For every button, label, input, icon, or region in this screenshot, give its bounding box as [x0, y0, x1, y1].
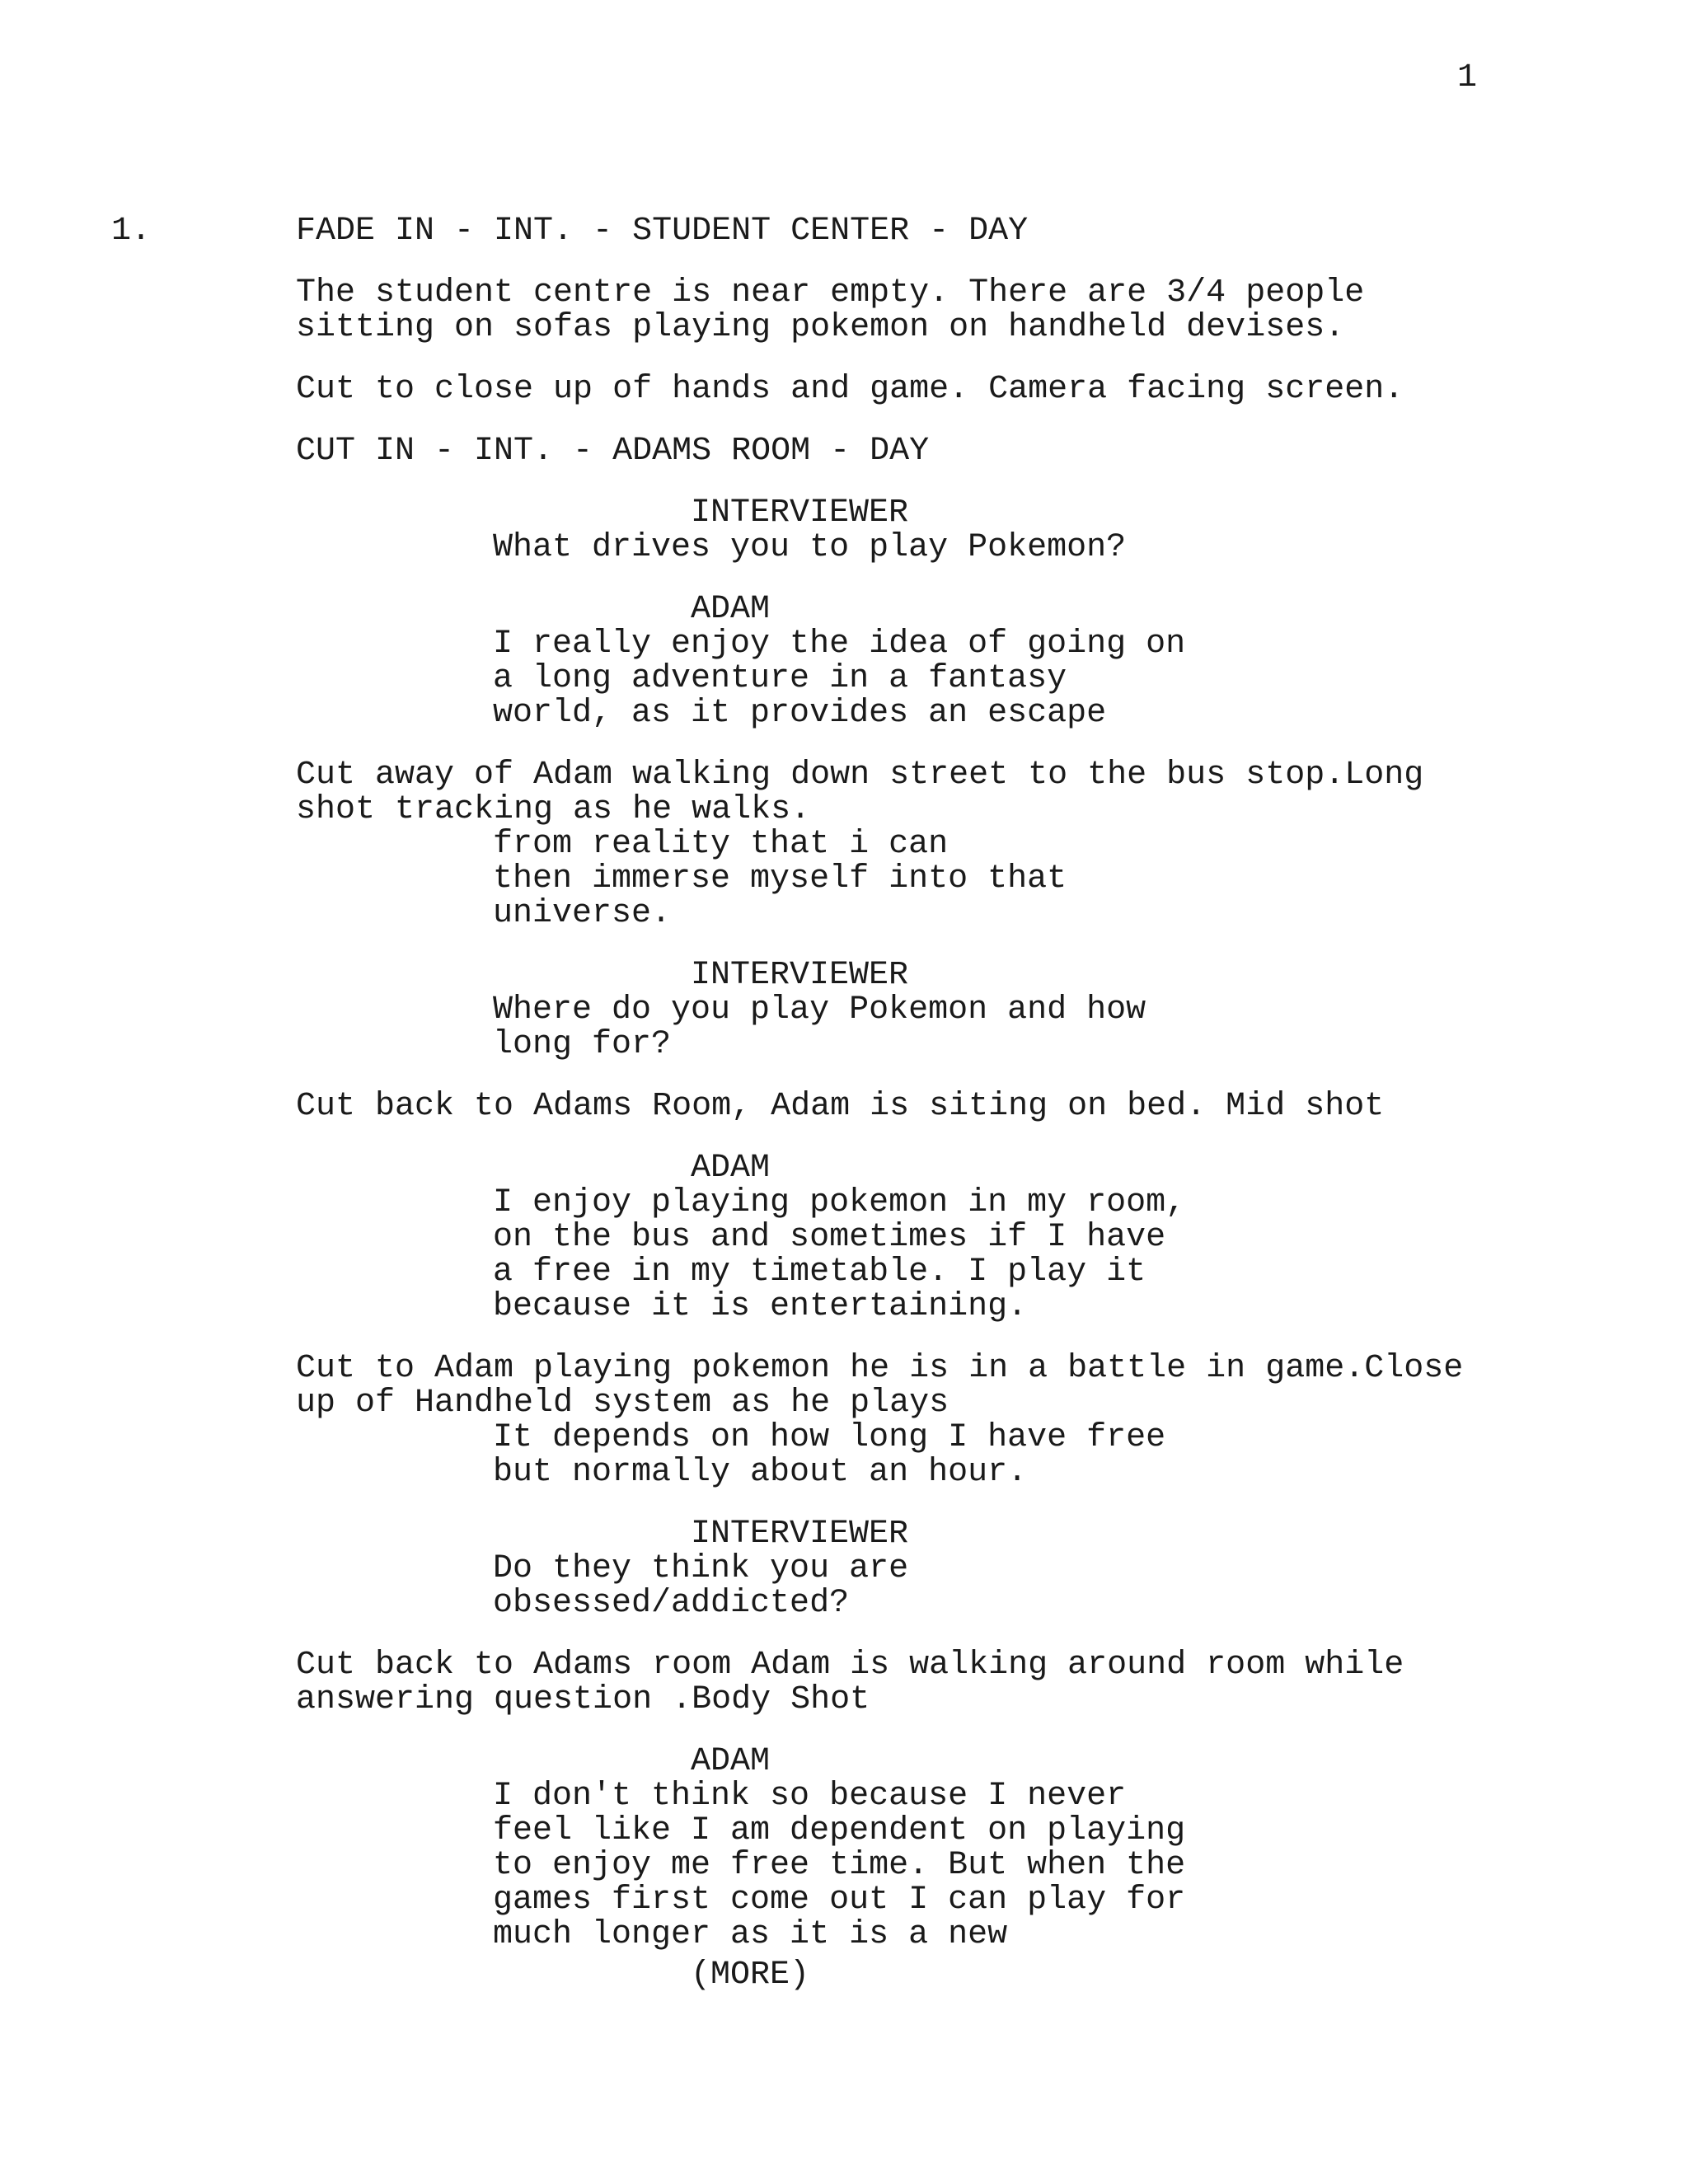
character-cue: INTERVIEWER — [691, 957, 909, 994]
dialogue-line: because it is entertaining. — [493, 1288, 1028, 1325]
character-cue: ADAM — [691, 1150, 771, 1187]
scene-heading: CUT IN - INT. - ADAMS ROOM - DAY — [296, 433, 930, 470]
dialogue-line: from reality that i can — [493, 826, 949, 863]
action-line: Cut back to Adams room Adam is walking around room while — [296, 1647, 1404, 1684]
action-line: Cut away of Adam walking down street to the bus stop.Long — [296, 757, 1424, 794]
action-line: answering question .Body Shot — [296, 1681, 870, 1718]
dialogue-line: feel like I am dependent on playing — [493, 1812, 1186, 1849]
dialogue-line: much longer as it is a new — [493, 1916, 1008, 1953]
action-line: The student centre is near empty. There are 3/4 people — [296, 274, 1365, 312]
dialogue-line: world, as it provides an escape — [493, 695, 1107, 732]
action-line: up of Handheld system as he plays — [296, 1385, 950, 1422]
scene-number: 1. — [111, 213, 152, 250]
dialogue-line: I don't think so because I never — [493, 1778, 1127, 1815]
dialogue-line: a long adventure in a fantasy — [493, 660, 1067, 697]
character-cue: ADAM — [691, 591, 771, 628]
dialogue-line: I really enjoy the idea of going on — [493, 626, 1186, 663]
dialogue-line: but normally about an hour. — [493, 1454, 1028, 1491]
dialogue-line: then immerse myself into that — [493, 860, 1067, 898]
dialogue-line: universe. — [493, 895, 672, 932]
dialogue-line: obsessed/addicted? — [493, 1585, 850, 1622]
dialogue-line: I enjoy playing pokemon in my room, — [493, 1184, 1186, 1221]
character-cue: ADAM — [691, 1743, 771, 1780]
dialogue-line: on the bus and sometimes if I have — [493, 1219, 1166, 1256]
more-continuation: (MORE) — [691, 1957, 810, 1994]
action-line: Cut to close up of hands and game. Camera facing screen. — [296, 371, 1404, 408]
dialogue-line: Where do you play Pokemon and how — [493, 991, 1146, 1029]
page-number: 1 — [1457, 59, 1478, 96]
dialogue-line: long for? — [493, 1026, 672, 1063]
dialogue-line: It depends on how long I have free — [493, 1419, 1166, 1456]
character-cue: INTERVIEWER — [691, 494, 909, 532]
dialogue-line: Do they think you are — [493, 1550, 909, 1587]
action-line: shot tracking as he walks. — [296, 791, 811, 828]
action-line: sitting on sofas playing pokemon on handheld devises. — [296, 309, 1345, 346]
dialogue-line: to enjoy me free time. But when the — [493, 1847, 1186, 1884]
dialogue-line: games first come out I can play for — [493, 1882, 1186, 1919]
scene-heading: FADE IN - INT. - STUDENT CENTER - DAY — [296, 213, 1029, 250]
action-line: Cut back to Adams Room, Adam is siting on bed. Mid shot — [296, 1088, 1385, 1125]
character-cue: INTERVIEWER — [691, 1516, 909, 1553]
action-line: Cut to Adam playing pokemon he is in a battle in game.Close — [296, 1350, 1464, 1387]
dialogue-line: a free in my timetable. I play it — [493, 1254, 1146, 1291]
dialogue-line: What drives you to play Pokemon? — [493, 529, 1127, 566]
